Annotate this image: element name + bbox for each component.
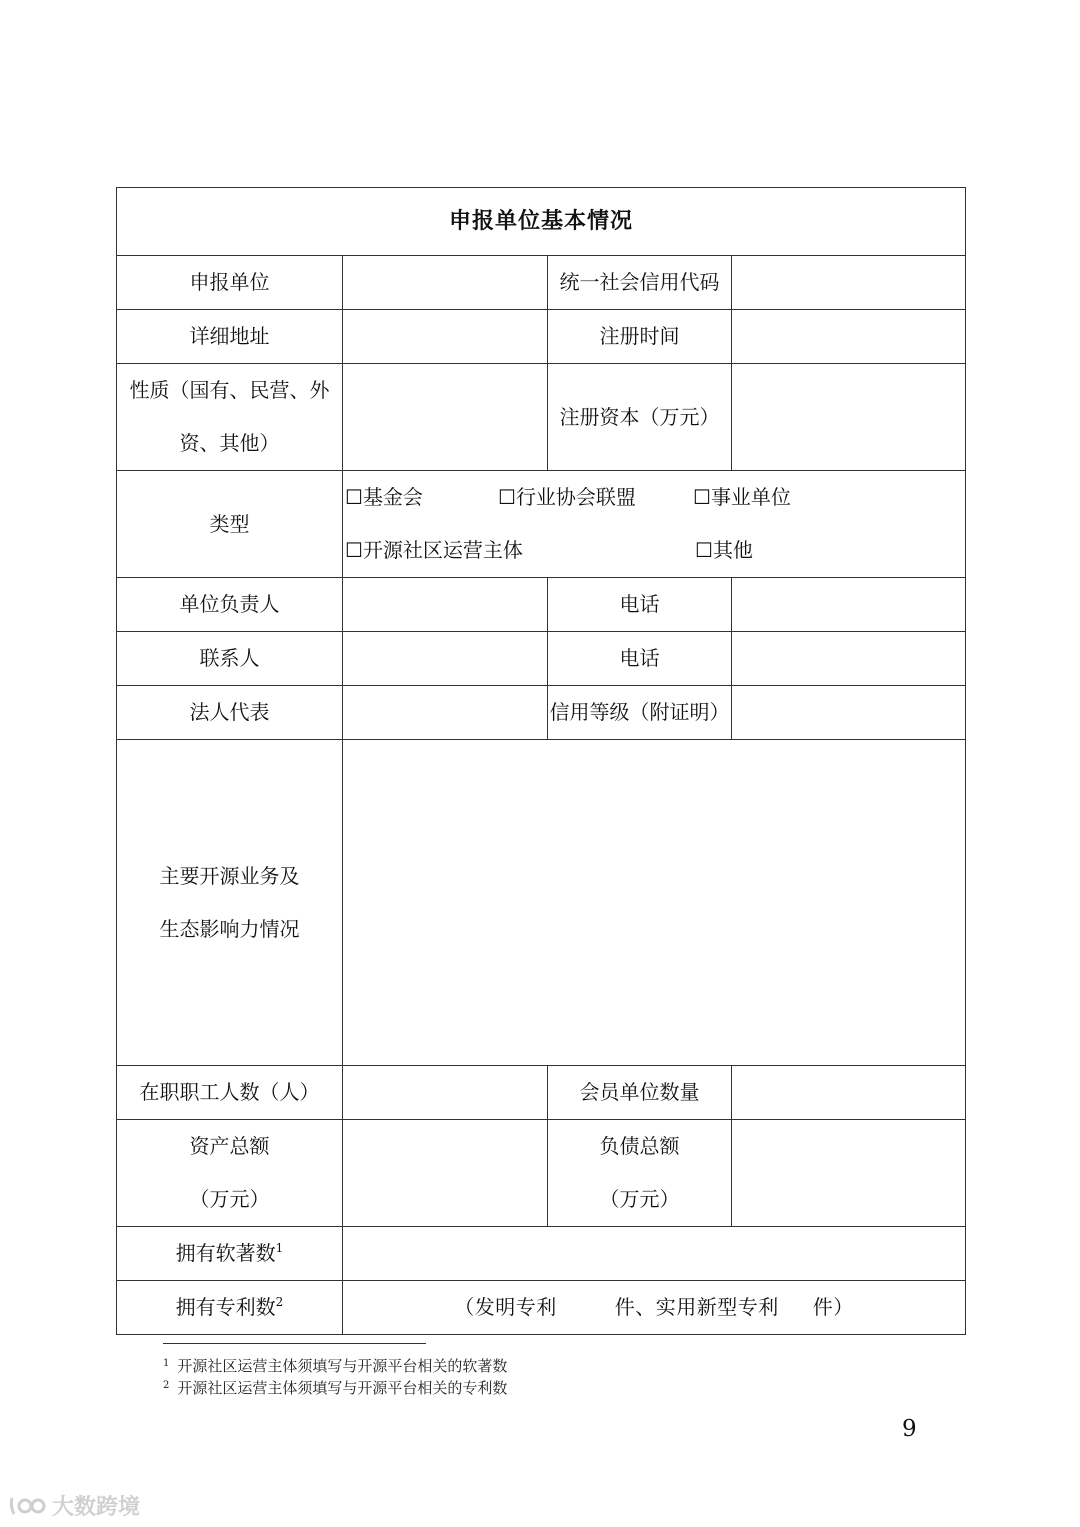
form-title: 申报单位基本情况 (117, 188, 966, 256)
footnote-ref-2: 2 (275, 1295, 284, 1309)
nature-label (117, 364, 343, 471)
footnote-ref-1: 1 (275, 1241, 284, 1255)
contact-label: 联系人 (117, 632, 343, 686)
member-label: 会员单位数量 (548, 1066, 732, 1120)
address-field[interactable] (343, 310, 548, 364)
address-label: 详细地址 (117, 310, 343, 364)
legal-rep-label: 法人代表 (117, 686, 343, 740)
staff-field[interactable] (343, 1066, 548, 1120)
liabilities-label (548, 1120, 732, 1227)
applicant-label: 申报单位 (117, 256, 343, 310)
credit-level-field[interactable] (732, 686, 966, 740)
checkbox-icon[interactable]: ☐ (695, 538, 713, 562)
checkbox-icon[interactable]: ☐ (345, 538, 363, 562)
nature-label-line-2: 资、其他） (179, 431, 280, 455)
page-number: 9 (902, 1416, 917, 1442)
type-option-community-operator[interactable]: ☐开源社区运营主体 (345, 538, 523, 562)
reg-time-field[interactable] (732, 310, 966, 364)
assets-label-line-2: （万元） (189, 1187, 270, 1211)
legal-rep-field[interactable] (343, 686, 548, 740)
watermark-logo-icon (8, 1494, 46, 1518)
type-option-foundation[interactable]: ☐基金会 (345, 485, 423, 509)
type-option-industry-alliance[interactable]: ☐行业协会联盟 (498, 485, 636, 509)
contact-phone-field[interactable] (732, 632, 966, 686)
assets-label-line-1: 资产总额 (189, 1134, 270, 1158)
leader-label: 单位负责人 (117, 578, 343, 632)
credit-code-label: 统一社会信用代码 (548, 256, 732, 310)
reg-capital-field[interactable] (732, 364, 966, 471)
checkbox-icon[interactable]: ☐ (498, 485, 516, 509)
application-form-table (116, 187, 966, 1335)
liabilities-label-line-1: 负债总额 (599, 1134, 680, 1158)
type-option-public-institution[interactable]: ☐事业单位 (693, 485, 791, 509)
patent-text-utility: 件、实用新型专利 (614, 1295, 779, 1319)
liabilities-field[interactable] (732, 1120, 966, 1227)
business-label-line-2: 生态影响力情况 (159, 916, 300, 941)
applicant-field[interactable] (343, 256, 548, 310)
type-option-other[interactable]: ☐其他 (695, 538, 753, 562)
business-field[interactable] (343, 740, 966, 1066)
reg-time-label: 注册时间 (548, 310, 732, 364)
leader-field[interactable] (343, 578, 548, 632)
leader-phone-field[interactable] (732, 578, 966, 632)
watermark-text: 大数跨境 (52, 1495, 141, 1520)
type-label: 类型 (117, 471, 343, 578)
nature-label-line-1: 性质（国有、民营、外 (129, 378, 330, 402)
credit-code-field[interactable] (732, 256, 966, 310)
contact-field[interactable] (343, 632, 548, 686)
business-label (117, 740, 343, 1066)
assets-field[interactable] (343, 1120, 548, 1227)
patent-text-end: 件） (812, 1295, 854, 1319)
patent-label: 拥有专利数$^2$ (117, 1281, 343, 1335)
type-options (343, 471, 966, 578)
software-field[interactable] (343, 1227, 966, 1281)
footnote-1: $^1$ 开源社区运营主体须填写与开源平台相关的软著数 (163, 1357, 508, 1375)
footnote-2: $^2$ 开源社区运营主体须填写与开源平台相关的专利数 (163, 1379, 508, 1397)
leader-phone-label: 电话 (548, 578, 732, 632)
watermark (8, 1490, 140, 1521)
credit-level-label: 信用等级（附证明） (548, 686, 732, 740)
software-label: 拥有软著数$^1$ (117, 1227, 343, 1281)
checkbox-icon[interactable]: ☐ (345, 485, 363, 509)
liabilities-label-line-2: （万元） (599, 1187, 680, 1211)
contact-phone-label: 电话 (548, 632, 732, 686)
patent-text-invention: （发明专利 (454, 1295, 557, 1319)
nature-field[interactable] (343, 364, 548, 471)
footnote-divider (163, 1343, 426, 1344)
assets-label (117, 1120, 343, 1227)
staff-label: 在职职工人数（人） (117, 1066, 343, 1120)
checkbox-icon[interactable]: ☐ (693, 485, 711, 509)
reg-capital-label: 注册资本（万元） (548, 364, 732, 471)
member-field[interactable] (732, 1066, 966, 1120)
patent-field[interactable] (343, 1281, 966, 1335)
business-label-line-1: 主要开源业务及 (159, 863, 300, 888)
